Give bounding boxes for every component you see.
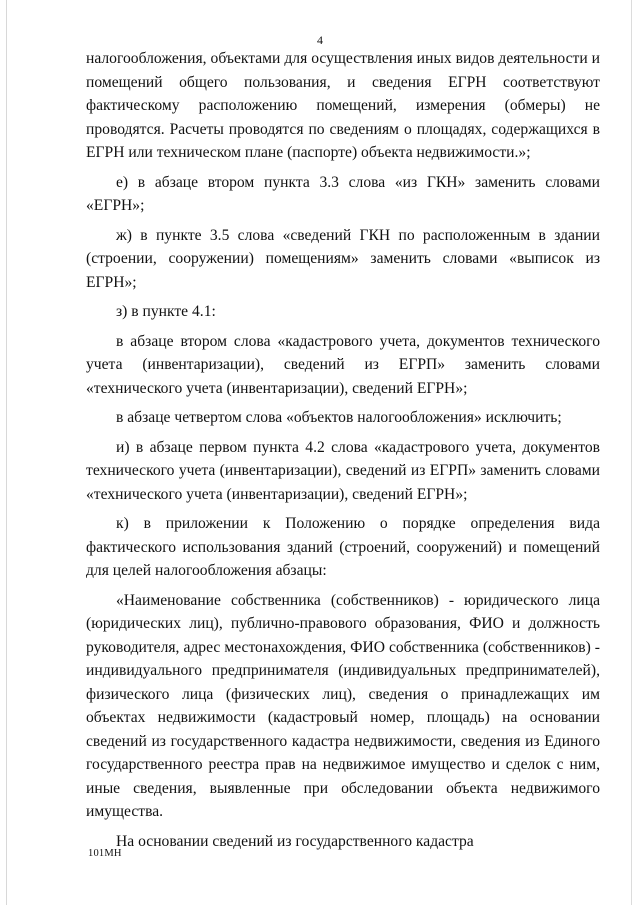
paragraph-quoted-basis: На основании сведений из государственного кадастра bbox=[116, 832, 474, 850]
paragraph-item-z-second: в абзаце втором слова «кадастрового учета, документов технического учета (инвентаризации), сведений из ЕГРП» заменить словами «технического учета (инвентаризации), сведений ЕГРН»; bbox=[86, 332, 600, 397]
paragraph-item-k: к) в приложении к Положению о порядке определения вида фактического использования зданий (строений, сооружений) и помещений для целей налогообложения абзацы: bbox=[86, 515, 600, 579]
paragraph-item-i: и) в абзаце первом пункта 4.2 слова «кадастрового учета, документов технического учета (инвентаризации), сведений из ЕГРП» заменить словами «технического учета (инвентаризации), сведений ЕГРН»; bbox=[86, 438, 600, 503]
document-body bbox=[86, 47, 600, 853]
paragraph-item-e: е) в абзаце втором пункта 3.3 слова «из ГКН» заменить словами «ЕГРН»; bbox=[86, 173, 600, 214]
paragraph-item-z: з) в пункте 4.1: bbox=[116, 303, 216, 320]
paragraph-item-zh: ж) в пункте 3.5 слова «сведений ГКН по расположенным в здании (строении, сооружении) помещениям» заменить словами «выписок из ЕГРН»; bbox=[86, 226, 600, 291]
paragraph-continuation: налогообложения, объектами для осуществления иных видов деятельности и помещений общего пользования, и сведения ЕГРН соответствуют фактическому расположению помещений, измерения (обмеры) не проводятся. Расчеты проводятся по сведениям о площадях, содержащихся в ЕГРН или техническом плане (паспорте) объекта недвижимости.»; bbox=[86, 50, 600, 161]
page-number: 4 bbox=[317, 33, 323, 47]
paragraph-item-z-fourth: в абзаце четвертом слова «объектов налогообложения» исключить; bbox=[116, 409, 562, 426]
paragraph-quoted-owner-name: «Наименование собственника (собственников) - юридического лица (юридических лиц), публично-правового образования, ФИО и должность руководителя, адрес местонахождения, ФИО собственника (собственников) - индивидуального предпринимателя (индивидуальных предпринимателей), физического лица (физических лиц), сведения о принадлежащих им объектах недвижимости (кадастровый номер, площадь) на основании сведений из государственного кадастра недвижимости, сведения из Единого государственного реестра прав на недвижимое имущество и сделок с ним, иные сведения, выявленные при обследовании объекта недвижимого имущества. bbox=[86, 591, 600, 820]
footer-code: 101МН bbox=[88, 848, 122, 859]
scan-edge-right bbox=[631, 0, 632, 905]
scan-edge-left bbox=[6, 0, 7, 905]
